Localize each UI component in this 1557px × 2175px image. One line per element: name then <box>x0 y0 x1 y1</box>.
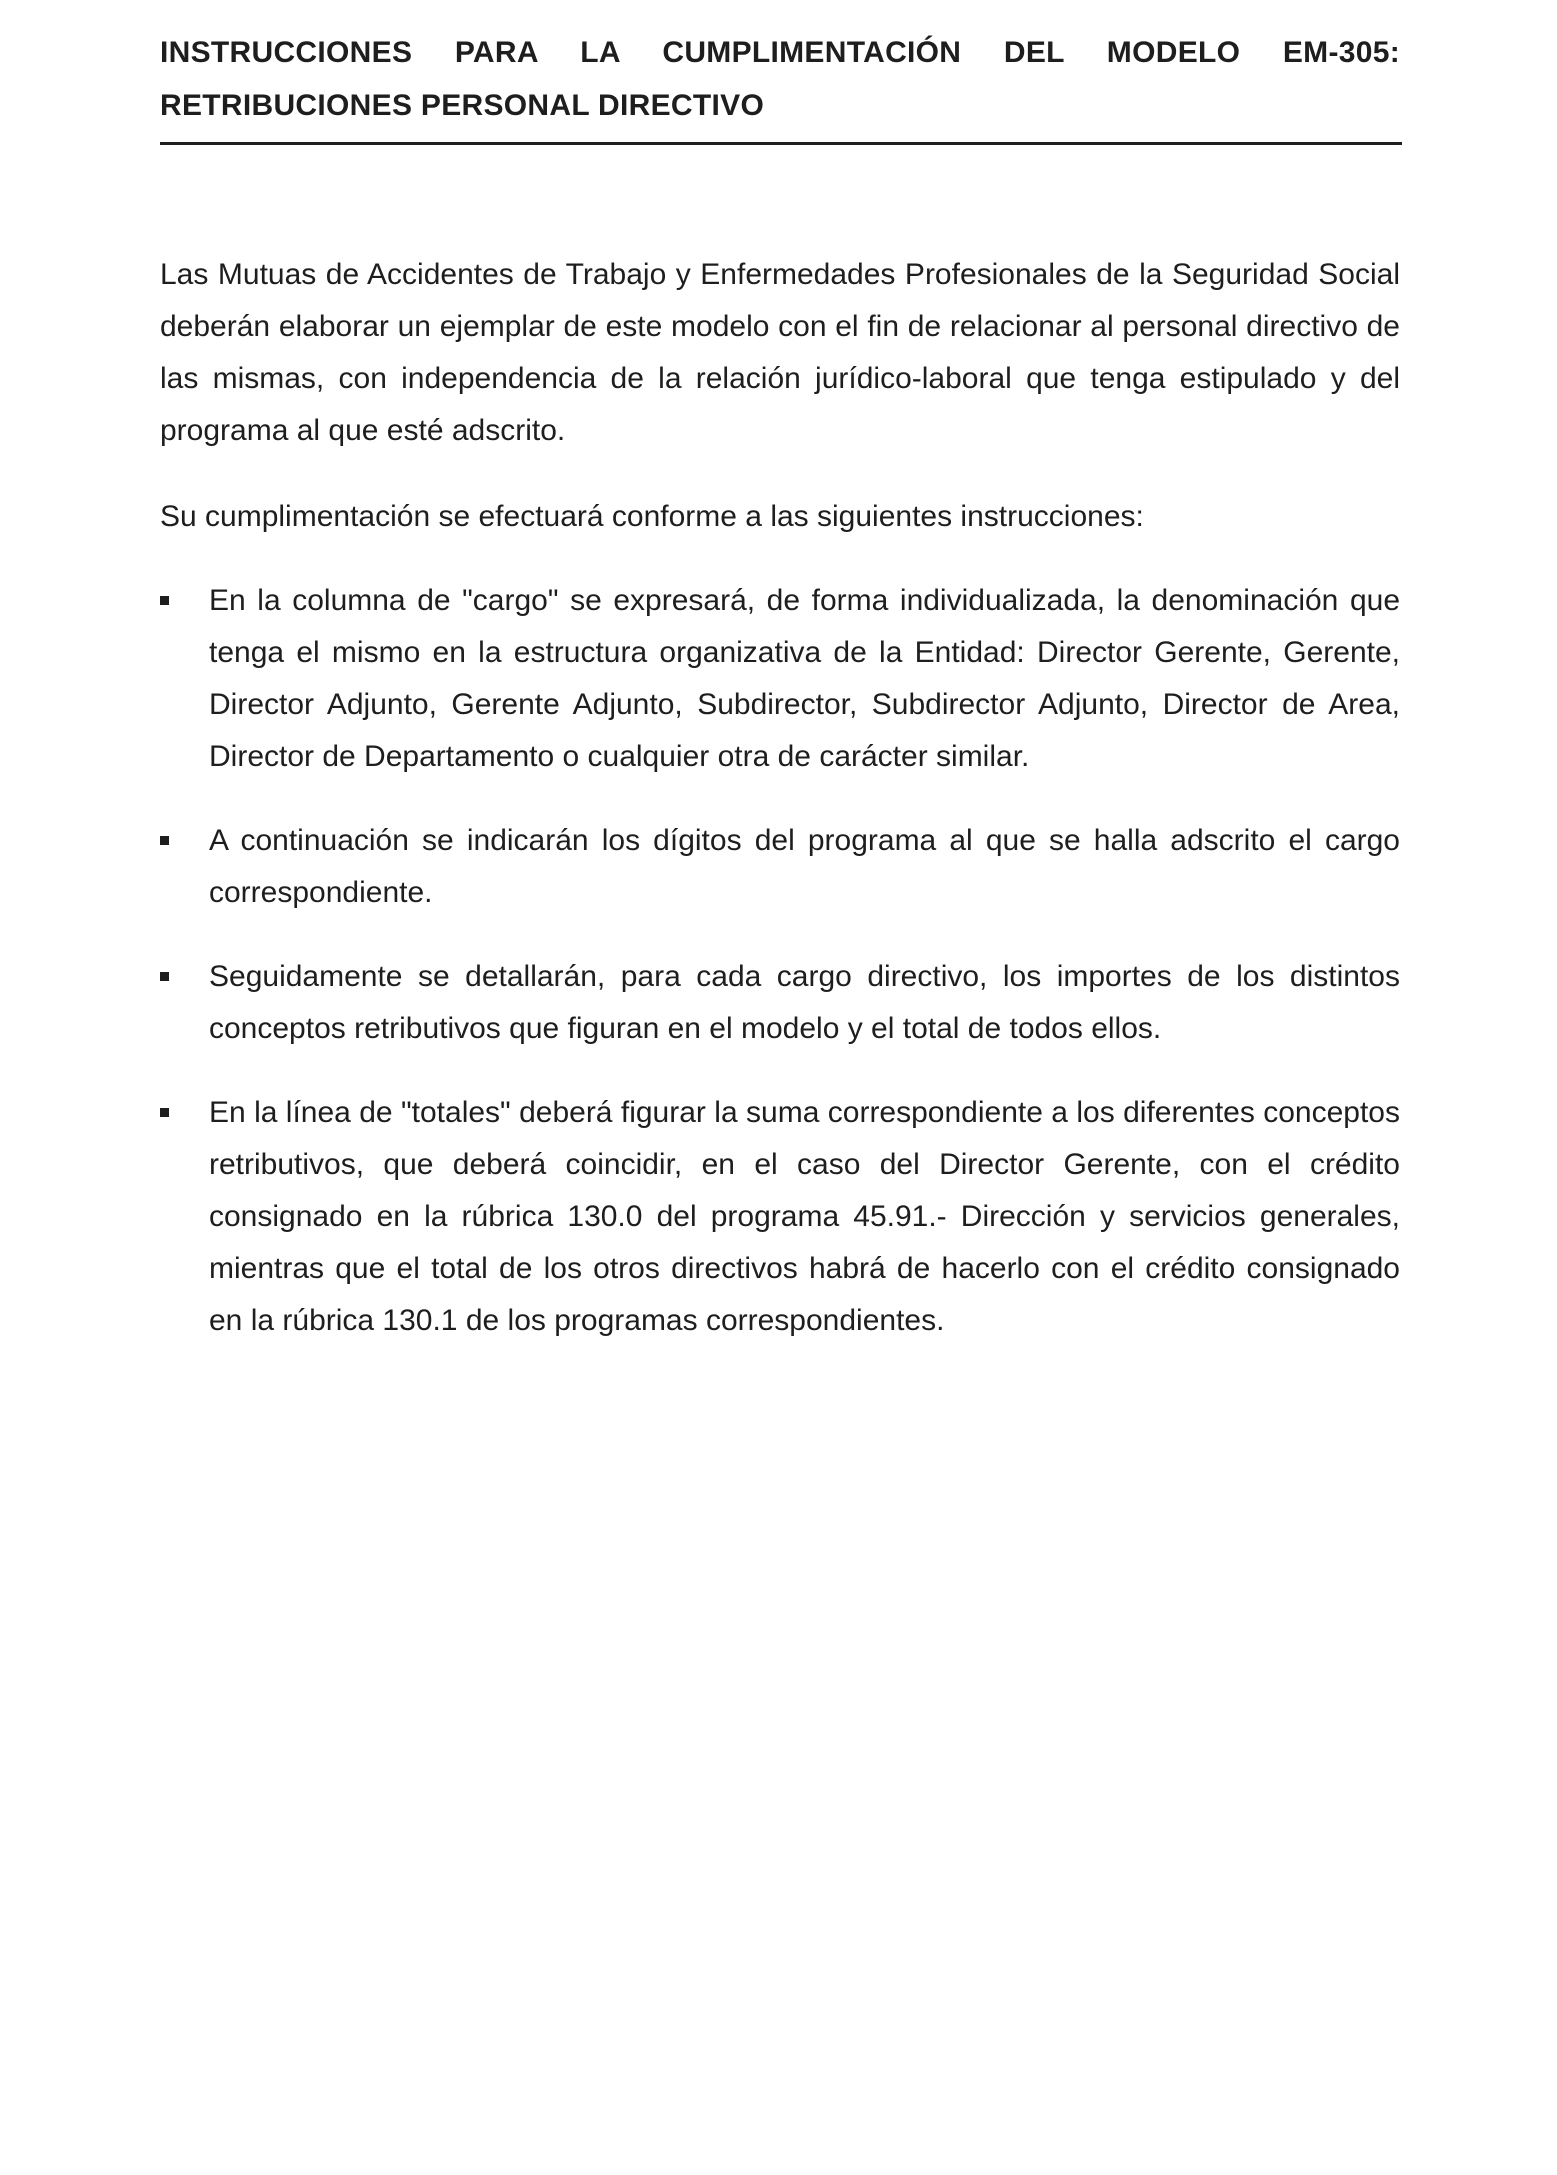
list-item <box>160 575 1400 783</box>
document-title-line-2: RETRIBUCIONES PERSONAL DIRECTIVO <box>160 89 765 122</box>
list-item <box>160 1087 1400 1347</box>
list-item-text: En la línea de "totales" deberá figurar la suma correspondiente a los diferentes conceptos retributivos, que deberá coincidir, en el caso del Director Gerente, con el crédito consignado en la rúbrica 130.0 del programa 45.91.- Dirección y servicios generales, mientras que el total de los otros directivos habrá de hacerlo con el crédito consignado en la rúbrica 130.1 de los programas correspondientes. <box>209 1096 1400 1337</box>
document-title-line-1: INSTRUCCIONES PARA LA CUMPLIMENTACIÓN DEL MODELO EM-305: <box>160 36 1400 69</box>
instructions-lead: Su cumplimentación se efectuará conforme a las siguientes instrucciones: <box>160 500 1144 533</box>
intro-paragraph: Las Mutuas de Accidentes de Trabajo y Enfermedades Profesionales de la Seguridad Social deberán elaborar un ejemplar de este modelo con el fin de relacionar al personal directivo de las mismas, con independencia de la relación jurídico-laboral que tenga estipulado y del programa al que esté adscrito. <box>160 258 1400 447</box>
list-item-text: A continuación se indicarán los dígitos del programa al que se halla adscrito el cargo correspondiente. <box>209 824 1400 909</box>
list-item <box>160 951 1400 1055</box>
list-item <box>160 815 1400 919</box>
instructions-list <box>160 575 1400 1347</box>
square-bullet-icon <box>160 596 169 605</box>
document-title <box>160 0 1400 132</box>
document-page <box>160 0 1400 1379</box>
square-bullet-icon <box>160 836 169 845</box>
list-item-text: Seguidamente se detallarán, para cada cargo directivo, los importes de los distintos conceptos retributivos que figuran en el modelo y el total de todos ellos. <box>209 960 1400 1045</box>
square-bullet-icon <box>160 1108 169 1117</box>
list-item-text: En la columna de "cargo" se expresará, de forma individualizada, la denominación que tenga el mismo en la estructura organizativa de la Entidad: Director Gerente, Gerente, Director Adjunto, Gerente Adjunto, Subdirector, Subdirector Adjunto, Director de Area, Director de Departamento o cualquier otra de carácter similar. <box>209 584 1400 773</box>
square-bullet-icon <box>160 972 169 981</box>
title-divider <box>160 142 1402 145</box>
